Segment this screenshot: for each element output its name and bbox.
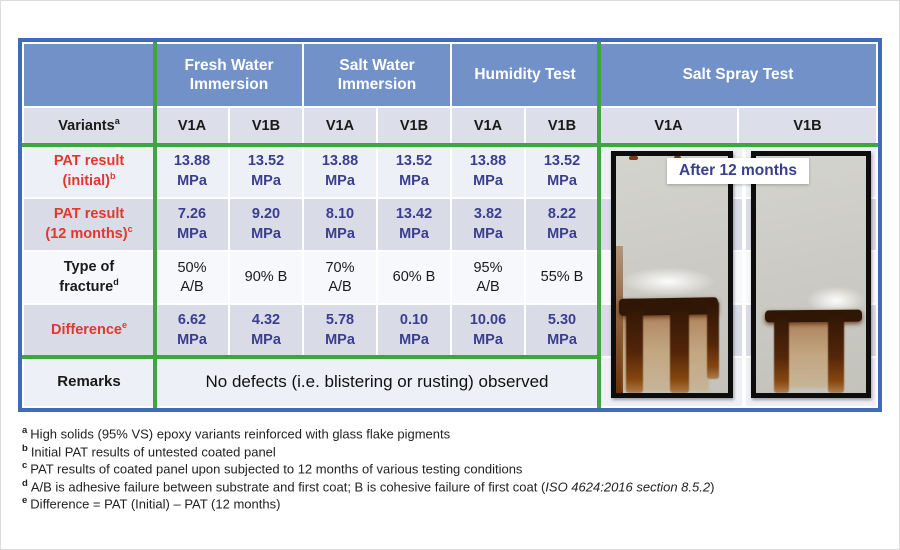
footnote-e: $^e$ Difference = PAT (Initial) – PAT (12 months) — [22, 495, 281, 512]
footnotes — [22, 425, 882, 513]
salt-spray-panel-photo-v1b — [751, 151, 871, 398]
footnote-a: $^a$ High solids (95% VS) epoxy variants reinforced with glass flake pigments — [22, 425, 451, 442]
difference-value: 5.30 MPa — [526, 305, 598, 356]
pat-12mo-value: 7.26 MPa — [156, 199, 228, 250]
pat-initial-value: 13.52 MPa — [526, 146, 598, 197]
rust-drip — [828, 312, 845, 393]
rust-drip — [670, 303, 689, 393]
difference-value: 4.32 MPa — [230, 305, 302, 356]
pat-12mo-value: 9.20 MPa — [230, 199, 302, 250]
pat-12mo-value: 13.42 MPa — [378, 199, 450, 250]
pat-initial-value: 13.52 MPa — [378, 146, 450, 197]
header-fresh-water: Fresh Water Immersion — [156, 44, 302, 106]
green-divider-horizontal — [22, 355, 599, 359]
corner-cell — [24, 44, 154, 106]
difference-value: 5.78 MPa — [304, 305, 376, 356]
results-table — [18, 38, 882, 412]
pat-initial-value: 13.52 MPa — [230, 146, 302, 197]
variant-col: V1A — [156, 108, 228, 144]
header-salt-spray: Salt Spray Test — [600, 44, 876, 106]
row-label-pat-12mo: PAT result (12 months)$^c$ — [24, 199, 154, 250]
pat-12mo-value: 8.22 MPa — [526, 199, 598, 250]
rust-drip — [707, 301, 719, 379]
footnote-d: $^d$ A/B is adhesive failure between substrate and first coat; B is cohesive failure of first coat (ISO 4624:2016 section 8.5.2) — [22, 477, 715, 495]
after-12-months-badge: After 12 months — [667, 158, 809, 184]
rust-speck — [629, 156, 638, 160]
fracture-value: 55% B — [526, 252, 598, 303]
remarks-value: No defects (i.e. blistering or rusting) observed — [156, 358, 598, 406]
salt-spray-photos-cell — [600, 146, 876, 406]
row-label-pat-initial: PAT result (initial)$^b$ — [24, 146, 154, 197]
difference-value: 10.06 MPa — [452, 305, 524, 356]
rust-drip — [626, 303, 643, 393]
variant-col: V1B — [378, 108, 450, 144]
pat-initial-value: 13.88 MPa — [304, 146, 376, 197]
header-humidity: Humidity Test — [452, 44, 598, 106]
variants-label: Variants$^a$ — [24, 108, 154, 144]
row-label-fracture: Type of fracture$^d$ — [24, 252, 154, 303]
pat-initial-value: 13.88 MPa — [156, 146, 228, 197]
table-grid — [24, 44, 876, 406]
variant-col: V1A — [452, 108, 524, 144]
pat-12mo-value: 3.82 MPa — [452, 199, 524, 250]
salt-spray-panel-photo-v1a — [611, 151, 733, 398]
gloss-highlight — [620, 267, 715, 295]
variant-col: V1A — [304, 108, 376, 144]
variant-col: V1B — [230, 108, 302, 144]
footnote-b: $^b$ Initial PAT results of untested coated panel — [22, 442, 276, 459]
variant-col: V1B — [739, 108, 876, 144]
header-salt-water: Salt Water Immersion — [304, 44, 450, 106]
fracture-value: 70% A/B — [304, 252, 376, 303]
green-divider-horizontal — [22, 143, 878, 147]
green-divider-vertical — [597, 42, 601, 408]
fracture-value: 95% A/B — [452, 252, 524, 303]
difference-value: 6.62 MPa — [156, 305, 228, 356]
fracture-value: 60% B — [378, 252, 450, 303]
variant-col: V1A — [600, 108, 737, 144]
fracture-value: 50% A/B — [156, 252, 228, 303]
footnote-c: $^c$ PAT results of coated panel upon subjected to 12 months of various testing conditions — [22, 460, 523, 477]
pat-initial-value: 13.88 MPa — [452, 146, 524, 197]
green-divider-vertical — [153, 42, 157, 408]
rust-drip — [774, 312, 789, 393]
variant-col: V1B — [526, 108, 598, 144]
difference-value: 0.10 MPa — [378, 305, 450, 356]
row-label-difference: Difference$^e$ — [24, 305, 154, 356]
pat-12mo-value: 8.10 MPa — [304, 199, 376, 250]
fracture-value: 90% B — [230, 252, 302, 303]
row-label-remarks: Remarks — [24, 358, 154, 406]
